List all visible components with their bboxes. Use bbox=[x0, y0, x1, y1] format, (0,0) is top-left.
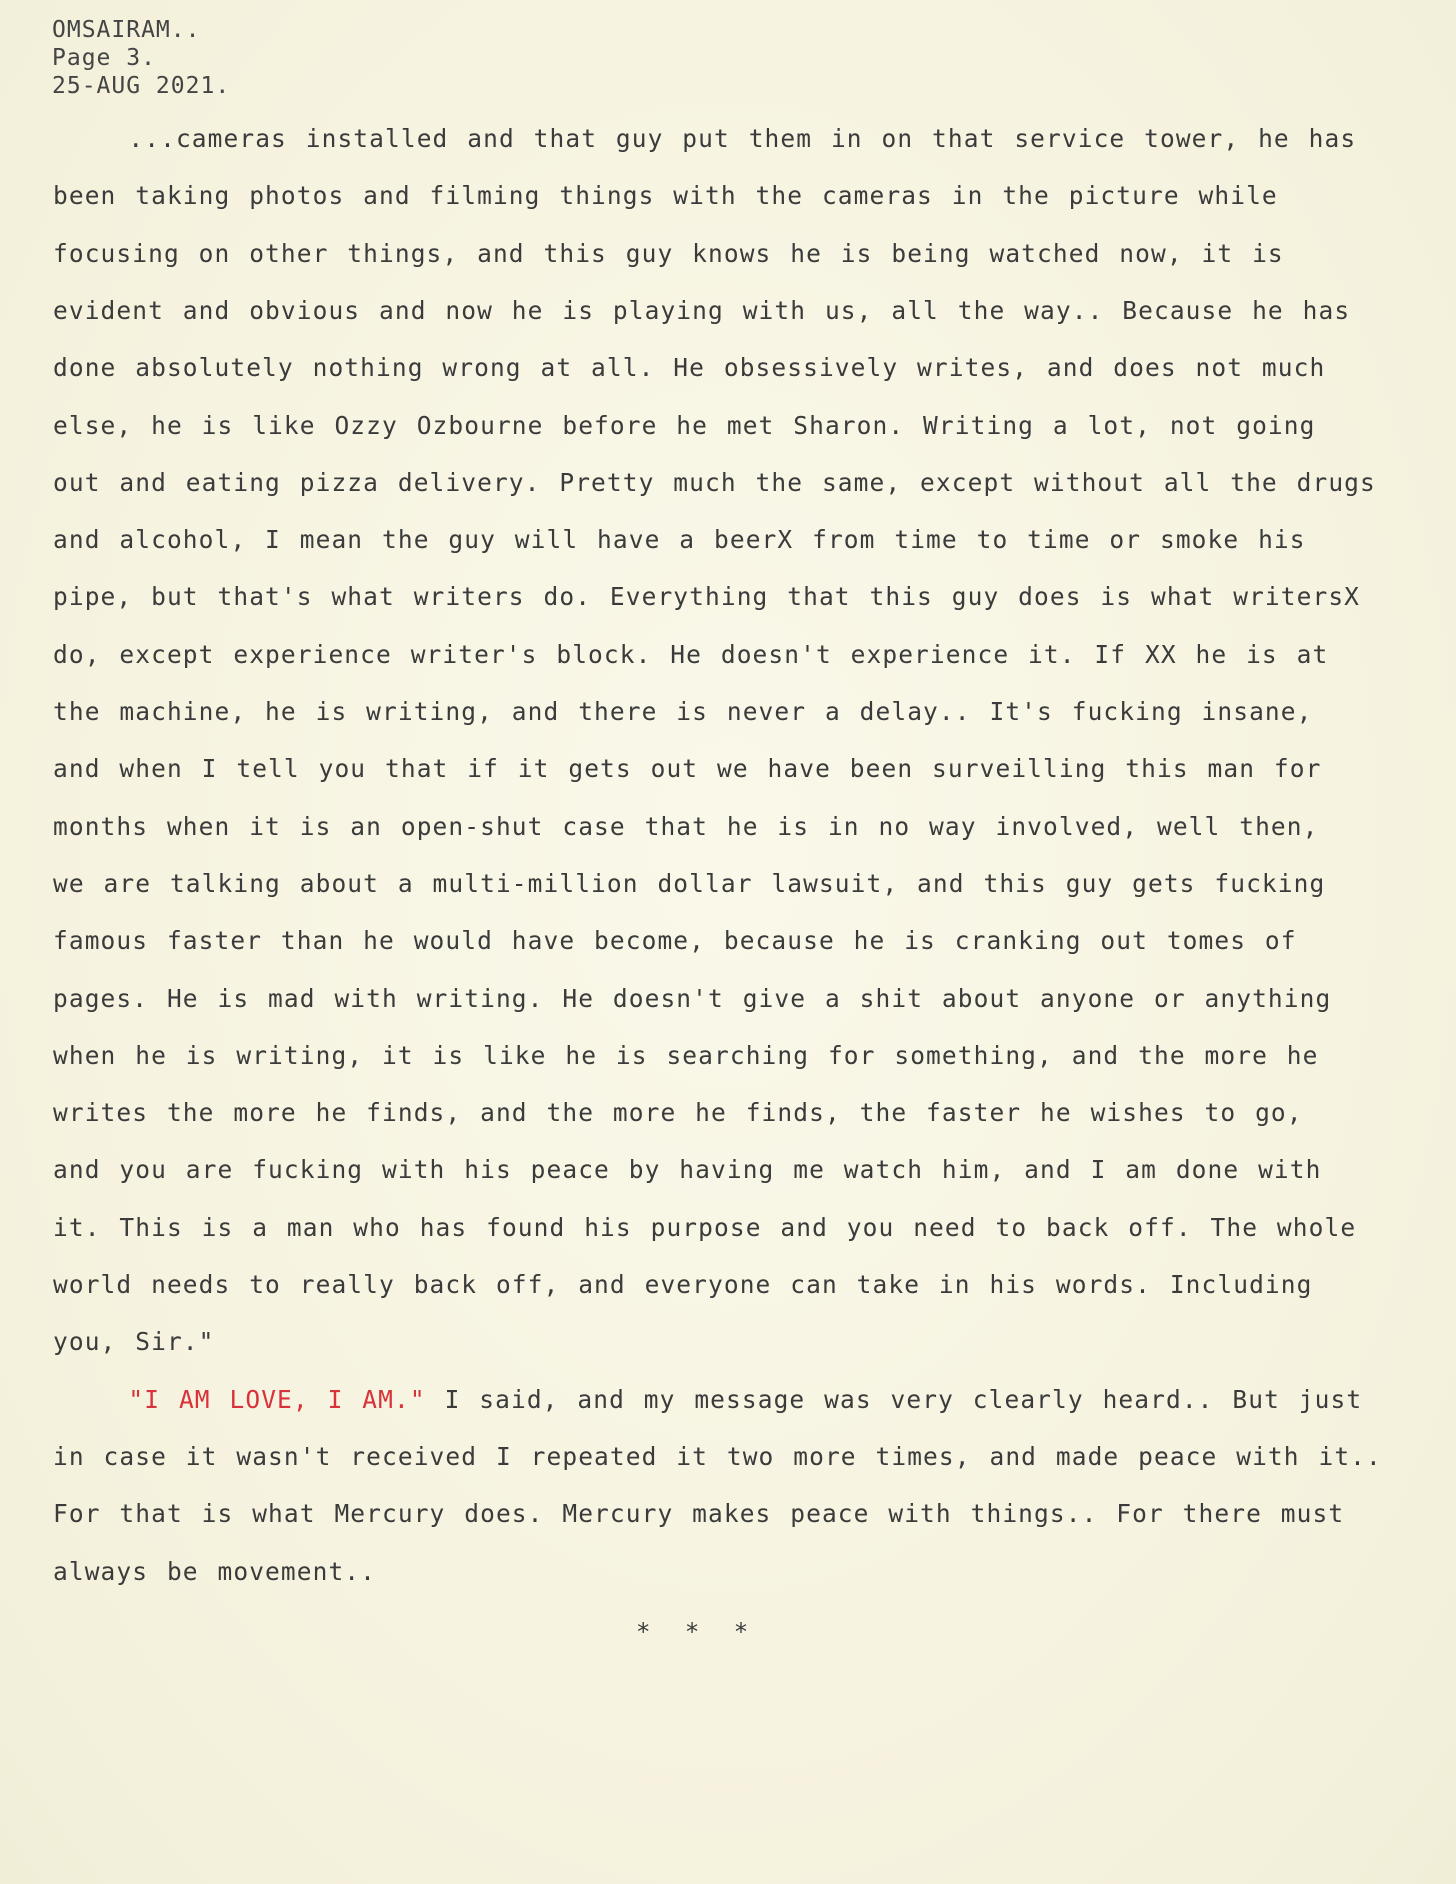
text-line: focusing on other things, and this guy knows he is being watched now, it is bbox=[53, 238, 1284, 268]
text-line: the machine, he is writing, and there is never a delay.. It's fucking insane, bbox=[53, 697, 1313, 726]
text-line: been taking photos and filming things with the cameras in the picture while bbox=[53, 181, 1278, 211]
text-line: pipe, but that's what writers do. Everything that this guy does is what writersX bbox=[53, 582, 1361, 612]
text-line-quote bbox=[53, 1385, 1362, 1414]
text-line: do, except experience writer's block. He doesn't experience it. If XX he is at bbox=[53, 639, 1329, 669]
red-quote-text: "I AM LOVE, I AM." bbox=[128, 1384, 426, 1414]
text-line: we are talking about a multi-million dollar lawsuit, and this guy gets fucking bbox=[53, 868, 1326, 898]
text-line: always be movement.. bbox=[53, 1556, 377, 1586]
text-line: For that is what Mercury does. Mercury makes peace with things.. For there must bbox=[53, 1499, 1345, 1529]
text-line: world needs to really back off, and everyone can take in his words. Including bbox=[53, 1270, 1313, 1299]
text-line: writes the more he finds, and the more he finds, the faster he wishes to go, bbox=[53, 1098, 1303, 1128]
section-separator: * * * bbox=[636, 1618, 759, 1646]
text-line: months when it is an open-shut case that he is in no way involved, well then, bbox=[53, 811, 1319, 841]
text-line: done absolutely nothing wrong at all. He obsessively writes, and does not much bbox=[53, 353, 1326, 383]
page-header bbox=[52, 16, 230, 100]
text-line: and alcohol, I mean the guy will have a beerX from time to time or smoke his bbox=[53, 525, 1306, 555]
text-line: out and eating pizza delivery. Pretty much the same, except without all the drugs bbox=[53, 467, 1376, 497]
header-page-number: Page 3. bbox=[52, 45, 156, 71]
text-line: you, Sir." bbox=[53, 1327, 215, 1357]
header-date: 25-AUG 2021. bbox=[52, 73, 231, 99]
text-line: and you are fucking with his peace by having me watch him, and I am done with bbox=[53, 1155, 1322, 1185]
text-line: pages. He is mad with writing. He doesn't give a shit about anyone or anything bbox=[53, 983, 1332, 1013]
text-line: when he is writing, it is like he is searching for something, and the more he bbox=[53, 1040, 1319, 1070]
paragraph-indent bbox=[53, 1385, 128, 1414]
text-line: ...cameras installed and that guy put them in on that service tower, he has bbox=[53, 124, 1357, 153]
header-title: OMSAIRAM.. bbox=[52, 17, 201, 43]
text-line: in case it wasn't received I repeated it two more times, and made peace with it.. bbox=[53, 1441, 1382, 1471]
text-line: else, he is like Ozzy Ozbourne before he met Sharon. Writing a lot, not going bbox=[53, 410, 1316, 440]
quote-line-rest: I said, and my message was very clearly heard.. But just bbox=[425, 1384, 1363, 1414]
text-line: famous faster than he would have become, because he is cranking out tomes of bbox=[53, 926, 1297, 956]
text-line: and when I tell you that if it gets out we have been surveilling this man for bbox=[53, 754, 1322, 784]
text-line: it. This is a man who has found his purpose and you need to back off. The whole bbox=[53, 1212, 1357, 1242]
text-line: evident and obvious and now he is playing with us, all the way.. Because he has bbox=[53, 295, 1351, 325]
